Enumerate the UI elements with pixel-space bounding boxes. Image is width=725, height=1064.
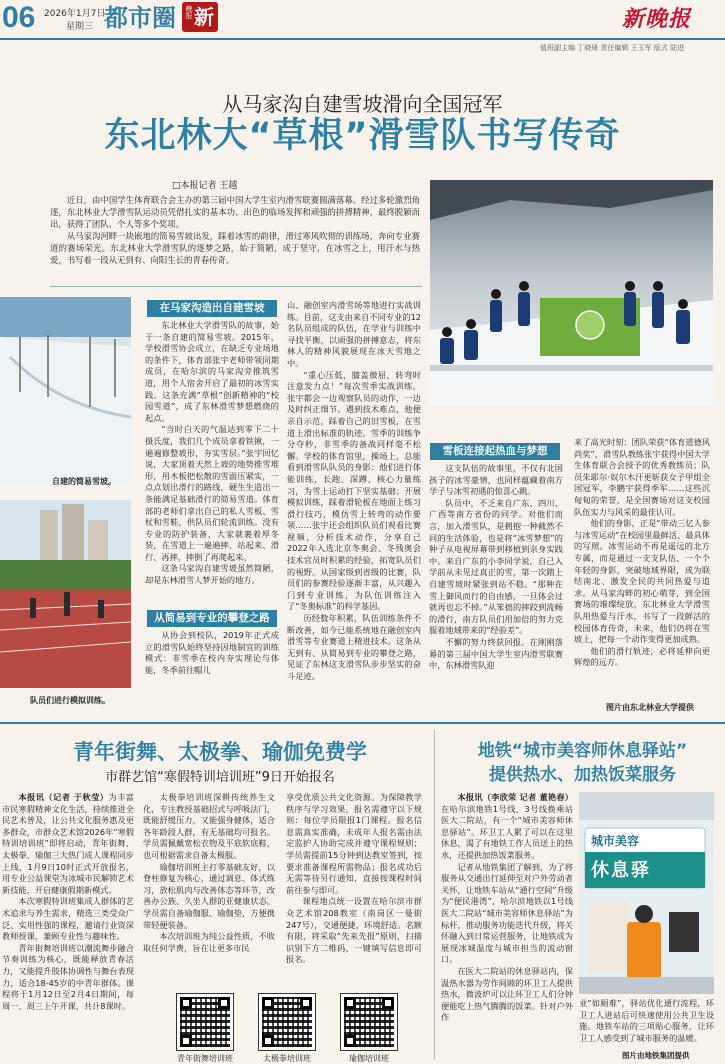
story2-col1 <box>2 792 134 1012</box>
story2-c2b: 瑜伽培训班主打零基础友好，以脊柱修复为核心，通过调息、体式练习，放松肌肉与改善体态等环节，改善办公族、久坐人群的亚健康状态。学员需自备瑜伽服、瑜伽垫，方便携带轻便装备。 <box>143 861 275 930</box>
story2-c3b: 课程地点统一设置在哈尔滨市群众艺术馆208教室（南岗区一曼街247号），交通便捷，环境舒适。名额有限，将采取“先来先报”原则，扫描识别下方二维码，一键填写信息即可报名。 <box>286 896 422 965</box>
col4-p3: 他们的滑行轨迹，必将延伸向更辉煌的远方。 <box>574 645 710 668</box>
issue-date: 2026年1月7日 <box>44 9 106 19</box>
story2-c3: 享受优质公共文化资源。为保障教学秩序与学习效果，报名需遵守以下规则：每位学员限报1门课程。报名信息需真实准确，未成年人报名需由法定监护人协助完成并遵守课程规则；学员需提前15分钟到达教室签到，按要求准备课程所需物品；报名成功后无需等待另行通知，直接按课程时间前往参与即可。 <box>286 792 422 895</box>
lead-intro-p2: 从马家沟河畔一块嵌地的简易雪坡出发，踩着冰雪的韵律，滑过寒风吹彻的训练场，奔向专业赛道的赛场荣光。东北林业大学滑雪队的逐梦之路，始于简陋，成于坚守，在冰雪之上，用汗水与热爱，书写着一段从无到有、向阳生长的青春传奇。 <box>50 231 420 265</box>
lead-intro-p1: 近日，由中国学生体育联合会主办的第三届中国大学生室内滑雪联赛圆满落幕。经过多轮激烈角逐，东北林业大学滑雪队运动员凭借扎实的基本功、出色的临场发挥和顽强的拼搏精神，最终脱颖而出，获得了团队、个人等多个奖项。 <box>50 195 420 229</box>
qr-code-dance[interactable] <box>177 994 233 1050</box>
story3-col1 <box>441 792 573 1024</box>
story3-col2 <box>579 998 714 1044</box>
training-photo <box>0 500 131 688</box>
col4-p2: 他们的身影，正是“带动三亿人参与冰雪运动”在校园里最鲜活、最具体的写照。冰雪运动不再是遥远的北方专属，而是通过一支支队伍、一个个年轻的身影，突破地域界限，成为联结南北、激发全民的共同热爱与追求。从马家沟畔的初心萌芽，到全国赛场的璀璨绽放，东北林业大学滑雪队用热爱与汗水，书写了一段鲜活的校园体育传奇，未来，他们仍将在雪坡上，把每一个动作变得更加成熟。 <box>574 518 710 645</box>
section-badge-small: 晚报 <box>185 5 193 19</box>
story2-c1b: 本次寒假特训班集成人群体的艺术追求与养生需求，精选三类受众广泛、实用性强的课程，邀请行业资深教师授课，兼顾专业性与趣味性。 <box>2 896 134 942</box>
col3-p2: 队员中，不乏来自广东、四川、广西等南方省份的同学。对他们而言，加入滑雪队，是拥抱一种截然不同的生活体验，也是将“冰雪梦想”的种子从电视屏幕带到移植到亲身实践中。来自广东的小李同学说，自己入学前从未见过真正的雪，第一次踏上自建雪坡时紧张到站不稳。“那种在雪上御风而行的自由感，一旦体会过就再也忘不掉。”从笨拙的摔跤到流畅的滑行，南方队员们用加倍的努力克服着地域带来的“经验差”。 <box>429 497 563 636</box>
lead-photo-credit: 图片由东北林业大学提供 <box>606 703 694 712</box>
story3-photo-credit: 图片由地铁集团提供 <box>622 1051 690 1060</box>
story3-headline-line2: 提供热水、加热饭菜服务 <box>489 765 676 785</box>
story-divider <box>434 730 435 1060</box>
story3-p2: 记者从地铁集团了解到，为了将服务从交通出行延伸至对户外劳动者关怀，让地铁车站从“通行空间”升级为“便民港湾”，哈尔滨地铁以1号线医大二院站“城市美容师休息驿站”为标杆，推动服务功能迭代升级，将关怀融入到日常运营服务，让地铁成为展现冰城温度与城市担当的流动窗口。 <box>441 861 573 965</box>
story3-headline-line1: 地铁“城市美容师休息驿站” <box>477 741 688 761</box>
lead-bottom-rule <box>0 722 725 724</box>
story2-c2: 太极拳培训班深耕传统养生文化，专注教授基础招式与呼吸法门，既能舒缓压力，又能强身健体，适合各年龄段人群，有无基础均可报名。学员需佩戴宽松衣物及平底软底鞋，也可根据需求自备太极服。 <box>143 792 275 860</box>
story2-subhead: 市群艺馆“寒假特训培训班”9日开始报名 <box>105 770 335 785</box>
col4-p1: 来了高光时刻：团队荣获“体育道德风尚奖”，滑雪队教练张宇获得中国大学生体育联合会授予的优秀教练员；队员朱耶尔·奴尔木汗更斩获女子甲组全国冠军，李鹏宇获得季军……这些沉甸甸的荣誉，是全国赛场对这支校园队伍实力与风采的最佳认可。 <box>574 437 710 517</box>
rest-station-photo <box>579 792 714 994</box>
snow-slope-photo <box>0 297 131 485</box>
lead-col1-cont <box>145 630 279 676</box>
lead-col4 <box>574 437 710 669</box>
lead-kicker: 从马家沟自建雪坡滑向全国冠军 <box>222 92 503 116</box>
story2-col3 <box>286 792 422 966</box>
story2-headline: 青年街舞、太极拳、瑜伽免费学 <box>73 740 367 764</box>
qr-block-taichi[interactable] <box>252 994 322 1064</box>
col1-p4: 从协会到校队，2019年正式成立的滑雪队始终坚持因地制宜的训练模式：非雪季在校内夯实理论与体能，冬季前往帽儿 <box>145 630 279 675</box>
rest-station-sign-main: 休息驿 <box>591 860 651 881</box>
qr-code-taichi[interactable] <box>259 994 315 1050</box>
col1-p2: “当时白天的气温达到零下二十摄氏度，我们几个成员拿着铁锹，一遍遍修整坡形，夯实雪层。”张宇回忆说，大家顶着天然上坡的地势推雪堆形，用木板把松散的雪面压紧实，一点点划出滑行的路线，硬生生造出一条能满足基础滑行的简易雪道。体育部的老师们拿出自己的私人雪板、雪杖和雪鞋，供队员们轮流训练。没有专业的防护装备，大家就裹着厚冬装，在雪道上一遍遍摔、站起来、滑行、再摔，摔倒了再爬起来。 <box>145 424 279 562</box>
col2-p2: “重心压低，膝盖微屈，转弯时注意发力点！”每次雪季实战训练，张宇都会一边观察队员的动作，一边及时纠正细节。遇到技术难点，他便亲自示范，踩着自己的旧雪板，在雪道上滑出标准的轨迹。雪季的训练争分夺秒，非雪季的备战同样毫不松懈。学校的体育馆里，操场上，总能看到滑雪队队员的身影：他们进行体能训练，长跑、深蹲、核心力量练习，为雪上运动打下坚实基础；开展模拟训练，踩着滑轮板在地面上练习滑行技巧，模仿雪上转弯的动作要领……张宇还会组织队员们观看比赛视频，分析技术动作，分享自己2022年入选北京冬奥会、冬残奥会技术官员时积累的经验，拓宽队员们的视野。从国家级到省级的比赛，队员们的参赛经验逐渐丰富，从兴趣入门到专业训练，为队伍训练注入了“冬奥标准”的科学基因。 <box>287 369 421 612</box>
col3-p1: 这支队伍的故事里，不仅有北国孩子的冰雪豪情，也同样蕴藏着南方学子与冰雪初遇的惊喜心跳。 <box>429 463 563 497</box>
masthead-logo: 新晚报 <box>622 6 692 32</box>
col1-p3: 这条马家沟自建雪坡虽然简陋，却是东林滑雪人梦开始的地方。 <box>145 563 279 586</box>
story3-p3: 在医大二院站的休息驿站内，保温热水器为劳作间隙的环卫工人提供热水，微波炉可以让环卫工人们分钟便能吃上热气腾腾的饭菜。针对户外作 <box>441 965 573 1023</box>
section-title: 都市圈 <box>104 4 176 32</box>
story2-c1-text: 为丰富市民寒假精神文化生活，持续推进全民艺术普及，让公共文化服务惠及更多群众，市群众艺术馆2026年“寒假特训培训班”即将启动，青年街舞、太极拳、瑜伽三大热门成人课程同步上线，1月9日10时正式开放报名，用专业公益课堂为冰城市民解锁艺术新技能，开启健康假期新模式。 <box>2 792 134 895</box>
qr-code-yoga[interactable] <box>341 994 397 1050</box>
qr-block-yoga[interactable] <box>334 994 404 1064</box>
page-header <box>0 0 725 52</box>
story2-c1c: 青年街舞培训班以潮流舞步融合节奏训练为核心，既能释放青春活力，又能提升肢体协调性与舞台表现力，适合18-45岁的中青年群体。课程将于1月12日至2月4日期间，每周一、周三上午开课，共计8课时。 <box>2 942 134 1011</box>
subhead-climb-to-pro: 从简易到专业的攀登之路 <box>147 610 277 627</box>
col1-p1: 东北林业大学滑雪队的故事，始于一条自建的简易雪坡。2015年，学校滑雪协会成立，在缺乏专业场地的条件下，体育部张宇老师带领同期成员，在哈尔滨的马家沟旁推筑雪道，用个人宿舍开启了最初的冰雪实践。这条充满“草根”创新精神的“校园雪道”，成了东林滑雪梦想燃烧的起点。 <box>145 320 279 423</box>
story2-c1 <box>2 792 134 896</box>
col2-p1: 山、融创室内滑雪场等地进行实战训练。目前，这支由来自不同专业的12名队员组成的队伍，在学业与训练中寻找平衡，以顽强的拼搏意志，将东林人的精神风貌展现在冰天雪地之中。 <box>287 300 421 368</box>
qr-label-dance: 青年街舞培训班 <box>177 1054 233 1063</box>
header-rule <box>0 38 725 40</box>
story3-byline: 本报讯（李欣荣 记者 董艳春） <box>457 792 573 802</box>
snow-slope-caption: 自建的简易雪坡。 <box>52 477 116 486</box>
issue-weekday: 星期三 <box>66 22 94 32</box>
story2-c2c: 本次培训班为纯公益性质，不收取任何学费，旨在让更多市民 <box>143 931 275 953</box>
story2-col2 <box>143 792 275 954</box>
story2-byline: 本报讯（记者 于秋莹） <box>18 792 109 802</box>
story3-p1-text: 在哈尔滨地铁1号线、3号线换乘站医大二院站，有一个“城市美容师休息驿站”。环卫工人累了可以在这里休息，渴了有地铁工作人员送上的热水，还提供加热饭菜服务。 <box>441 803 573 860</box>
lead-byline: □本报记者 王越 <box>172 181 238 191</box>
lead-intro <box>50 194 420 266</box>
qr-label-taichi: 太极拳培训班 <box>263 1054 311 1063</box>
lead-team-photo <box>430 180 713 405</box>
qr-label-yoga: 瑜伽培训班 <box>349 1054 389 1063</box>
col2-p3: 历经数年积累，队伍训练条件不断改善，如今已能系统地在融创室内滑雪等专业赛道上精进技术。这条从无到有、从简易到专业的攀登之路，见证了东林这支滑雪队步步坚实的奋斗足迹。 <box>287 613 421 681</box>
lead-divider <box>50 286 422 287</box>
lead-col1 <box>145 320 279 587</box>
story3-p1 <box>441 792 573 862</box>
subhead-snowboard-dreams: 雪板连接起热血与梦想 <box>430 443 560 460</box>
qr-block-dance[interactable] <box>170 994 240 1064</box>
section-badge <box>182 2 218 32</box>
lead-col2 <box>287 300 421 683</box>
rest-station-sign-top: 城市美容 <box>591 834 640 848</box>
section-badge-main: 新 <box>194 5 214 29</box>
lead-headline: 东北林大“草根”滑雪队书写传奇 <box>104 116 621 156</box>
page-number: 06 <box>2 1 36 34</box>
subhead-self-built-slope: 在马家沟造出自建雪坡 <box>147 300 277 317</box>
lead-col3 <box>429 463 563 672</box>
story3-p4: 业“如厕难”，驿站优化通行流程，环卫工人进站后可快速使用公共卫生设施。地铁车站的三项贴心服务，让环卫工人感受到了城市服务的温暖。 <box>579 998 714 1043</box>
training-photo-caption: 队员们进行模拟训练。 <box>30 696 110 705</box>
col3-p3: 不懈的努力终获回报。在刚刚落幕的第三届中国大学生室内滑雪联赛中，东林滑雪队迎 <box>429 636 563 671</box>
editor-credits: 值班副主编 丁晓琦 责任编辑 王玉军 版式 陆进 <box>540 44 685 52</box>
